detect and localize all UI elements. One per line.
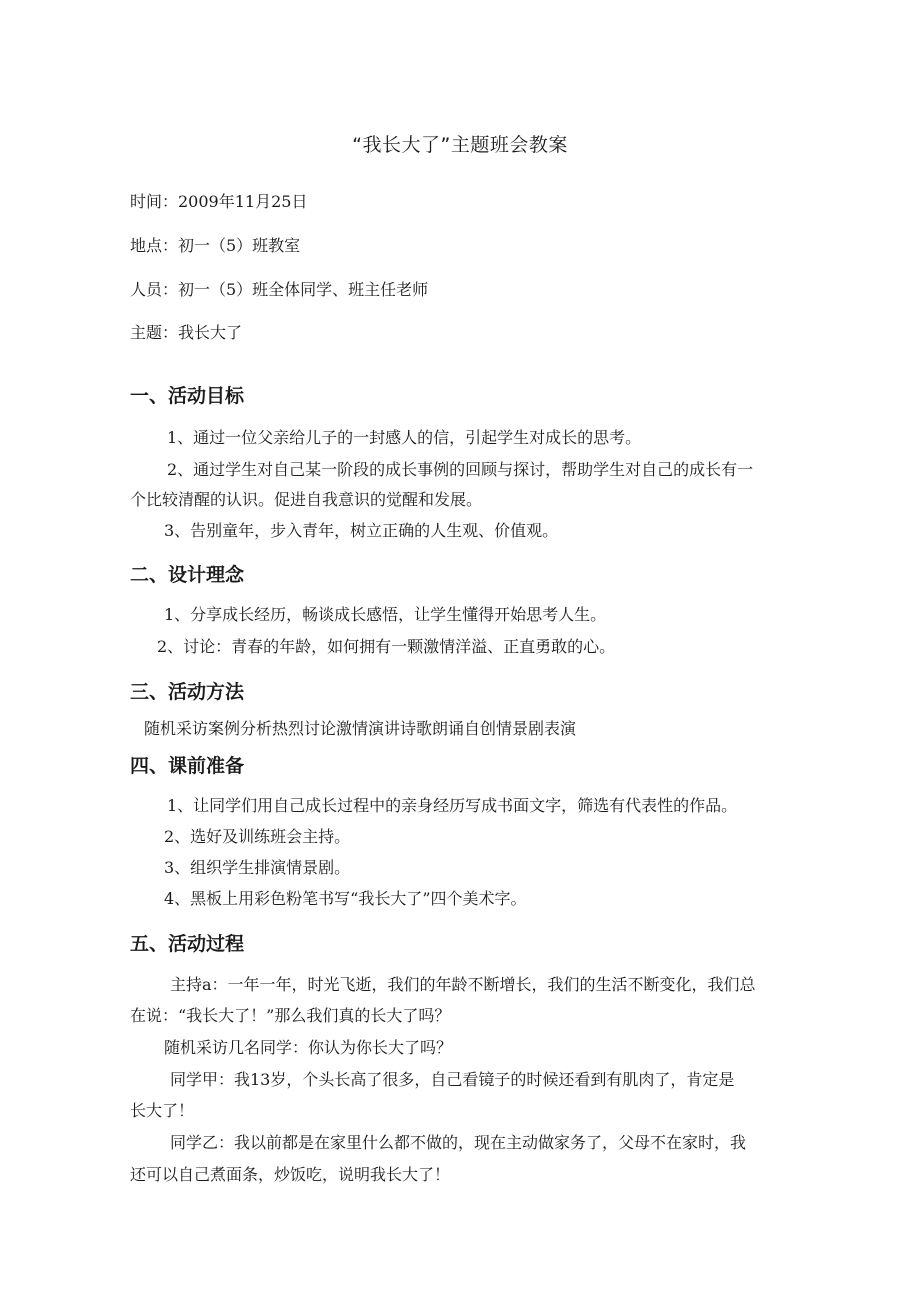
paragraph-line: 4、黑板上用彩色粉笔书写“我长大了”四个美术字。 (164, 889, 527, 908)
paragraph-line: 2、通过学生对自己某一阶段的成长事例的回顾与探讨，帮助学生对自己的成长有一 (167, 460, 754, 479)
paragraph-line: 还可以自己煮面条，炒饭吃，说明我长大了！ (130, 1165, 451, 1184)
paragraph-line: 1、通过一位父亲给儿子的一封感人的信，引起学生对成长的思考。 (167, 428, 642, 447)
paragraph-line: 3、组织学生排演情景剧。 (164, 858, 351, 877)
paragraph-line: 1、分享成长经历，畅谈成长感悟，让学生懂得开始思考人生。 (164, 605, 607, 624)
paragraph-line: 随机采访几名同学：你认为你长大了吗？ (164, 1038, 453, 1057)
meta-people: 人员：初一（5）班全体同学、班主任老师 (130, 280, 429, 299)
paragraph-line: 同学甲：我13岁，个头长高了很多，自己看镜子的时候还看到有肌肉了，肯定是 (170, 1070, 735, 1089)
paragraph-line: 随机采访案例分析热烈讨论激情演讲诗歌朗诵自创情景剧表演 (144, 719, 577, 738)
section-heading-process: 五、活动过程 (130, 933, 245, 955)
meta-place: 地点：初一（5）班教室 (130, 236, 301, 255)
paragraph-line: 2、选好及训练班会主持。 (164, 827, 351, 846)
paragraph-line: 长大了！ (130, 1101, 195, 1120)
section-heading-goals: 一、活动目标 (130, 385, 245, 407)
paragraph-line: 在说：“我长大了！”那么我们真的长大了吗？ (130, 1006, 451, 1025)
paragraph-line: 1、让同学们用自己成长过程中的亲身经历写成书面文字，筛选有代表性的作品。 (167, 796, 738, 815)
meta-time: 时间：2009年11月25日 (130, 192, 308, 211)
paragraph-line: 个比较清醒的认识。促进自我意识的觉醒和发展。 (130, 490, 483, 509)
paragraph-line: 2、讨论：青春的年龄，如何拥有一颗激情洋溢、正直勇敢的心。 (157, 637, 616, 656)
meta-theme: 主题：我长大了 (130, 323, 243, 342)
paragraph-line: 3、告别童年，步入青年，树立正确的人生观、价值观。 (164, 521, 559, 540)
section-heading-methods: 三、活动方法 (130, 681, 245, 703)
document-title: “我长大了”主题班会教案 (352, 134, 568, 156)
section-heading-design: 二、设计理念 (130, 564, 245, 586)
paragraph-line: 同学乙：我以前都是在家里什么都不做的，现在主动做家务了，父母不在家时，我 (170, 1133, 747, 1152)
paragraph-line: 主持a：一年一年，时光飞逝，我们的年龄不断增长，我们的生活不断变化，我们总 (170, 975, 756, 994)
section-heading-preparation: 四、课前准备 (130, 755, 245, 777)
